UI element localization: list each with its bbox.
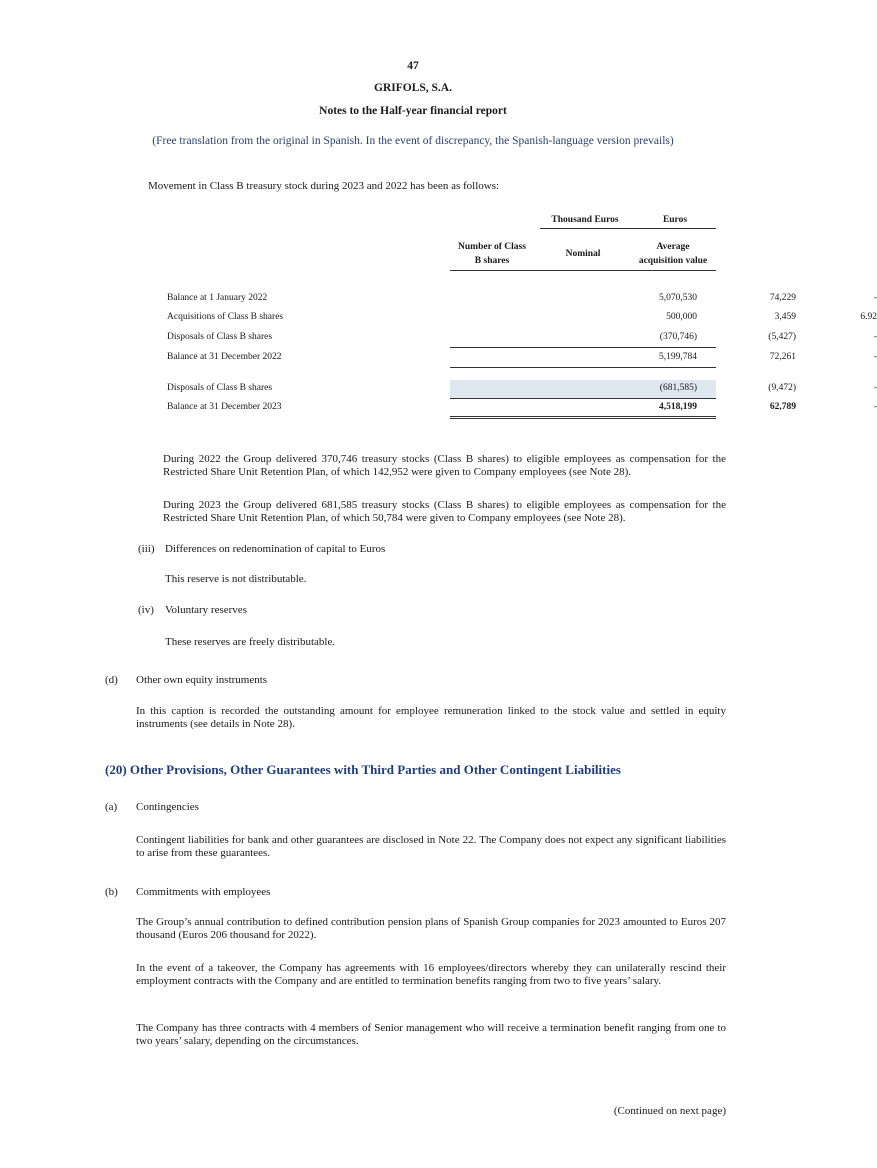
table-row [167,381,877,398]
shares-col-header-line1: Number of Class [458,242,526,252]
col-header-rule [450,270,716,271]
item-a-title: Contingencies [136,801,199,813]
item-b-paragraph-3: The Company has three contracts with 4 members of Senior management who will receive a termination benefit ranging from one to two years’ salary, depending on the circumstances. [136,1022,726,1047]
item-iv-title: Voluntary reserves [165,604,247,616]
page-number: 47 [407,60,419,72]
avg-col-header-line2: acquisition value [638,256,708,266]
item-iii-marker: (iii) [138,543,155,555]
item-iv-body: These reserves are freely distributable. [165,636,336,648]
shares-col-header-line2: B shares [474,256,510,266]
row-avg: - [873,293,877,303]
row-label: Disposals of Class B shares [167,383,273,393]
table-row [167,350,877,367]
row-label: Balance at 31 December 2023 [167,402,282,412]
row-nominal: 62,789 [769,402,796,412]
row-rule [450,367,716,368]
avg-col-header-line1: Average [656,242,690,252]
row-shares: 500,000 [666,312,697,322]
row-nominal: (5,427) [768,332,796,342]
row-rule [450,398,716,399]
table-row [167,310,877,327]
row-label: Disposals of Class B shares [167,332,273,342]
row-avg: - [873,402,877,412]
row-avg: 6.92 [860,312,877,322]
table-row [167,400,877,417]
item-b-title: Commitments with employees [136,886,271,898]
item-a-body: Contingent liabilities for bank and other guarantees are disclosed in Note 22. The Company does not expect any significant liabilities to arise from these guarantees. [136,834,726,859]
item-b-marker: (b) [105,886,118,898]
item-d-body: In this caption is recorded the outstanding amount for employee remuneration linked to the stock value and settled in equity instruments (see details in Note 28). [136,705,726,730]
row-avg: - [873,332,877,342]
section-20-heading: (20) Other Provisions, Other Guarantees with Third Parties and Other Contingent Liabilities [105,762,621,777]
avg-col-header [628,240,718,268]
item-b-paragraph-2: In the event of a takeover, the Company has agreements with 16 employees/directors whereby they can unilaterally rescind their employment contracts with the Company and are entitled to termination benefits ranging from two to five years’ salary. [136,962,726,987]
table-row [167,291,877,308]
row-shares: 4,518,199 [659,402,697,412]
item-a-marker: (a) [105,801,118,813]
row-avg: - [873,352,877,362]
row-nominal: 72,261 [769,352,796,362]
thousand-euros-header: Thousand Euros [551,215,619,225]
item-iii-title: Differences on redenomination of capital to Euros [165,543,386,555]
shares-col-header [448,240,536,268]
row-shares: 5,070,530 [659,293,697,303]
translation-note: (Free translation from the original in Spanish. In the event of discrepancy, the Spanish-language version prevails) [152,135,674,147]
row-shares: 5,199,784 [659,352,697,362]
item-d-title: Other own equity instruments [136,674,268,686]
row-label: Balance at 1 January 2022 [167,293,268,303]
table-row [167,330,877,347]
row-shares: (681,585) [659,383,697,393]
euros-header: Euros [662,215,688,225]
total-rule-2 [450,418,716,419]
row-label: Acquisitions of Class B shares [167,312,284,322]
header-rule [540,228,716,229]
company-name: GRIFOLS, S.A. [374,82,452,94]
item-b-paragraph-1: The Group’s annual contribution to defined contribution pension plans of Spanish Group companies for 2023 amounted to Euros 207 thousand (Euros 206 thousand for 2022). [136,916,726,941]
item-iii-body: This reserve is not distributable. [165,573,307,585]
table-intro: Movement in Class B treasury stock during 2023 and 2022 has been as follows: [148,180,500,192]
item-iv-marker: (iv) [138,604,154,616]
row-rule [450,347,716,348]
nominal-col-header: Nominal [565,249,601,259]
total-rule-1 [450,416,716,417]
report-title: Notes to the Half-year financial report [319,105,507,117]
continued-note: (Continued on next page) [613,1105,726,1117]
row-nominal: 3,459 [774,312,796,322]
row-label: Balance at 31 December 2022 [167,352,282,362]
row-nominal: (9,472) [768,383,796,393]
paragraph-2023: During 2023 the Group delivered 681,585 treasury stocks (Class B shares) to eligible employees as compensation for the Restricted Share Unit Retention Plan, of which 50,784 were given to Company employees (see Note 28). [163,499,726,524]
row-shares: (370,746) [659,332,697,342]
row-avg: - [873,383,877,393]
item-d-marker: (d) [105,674,118,686]
paragraph-2022: During 2022 the Group delivered 370,746 treasury stocks (Class B shares) to eligible employees as compensation for the Restricted Share Unit Retention Plan, of which 142,952 were given to Company employees (see Note 28). [163,453,726,478]
row-nominal: 74,229 [769,293,796,303]
